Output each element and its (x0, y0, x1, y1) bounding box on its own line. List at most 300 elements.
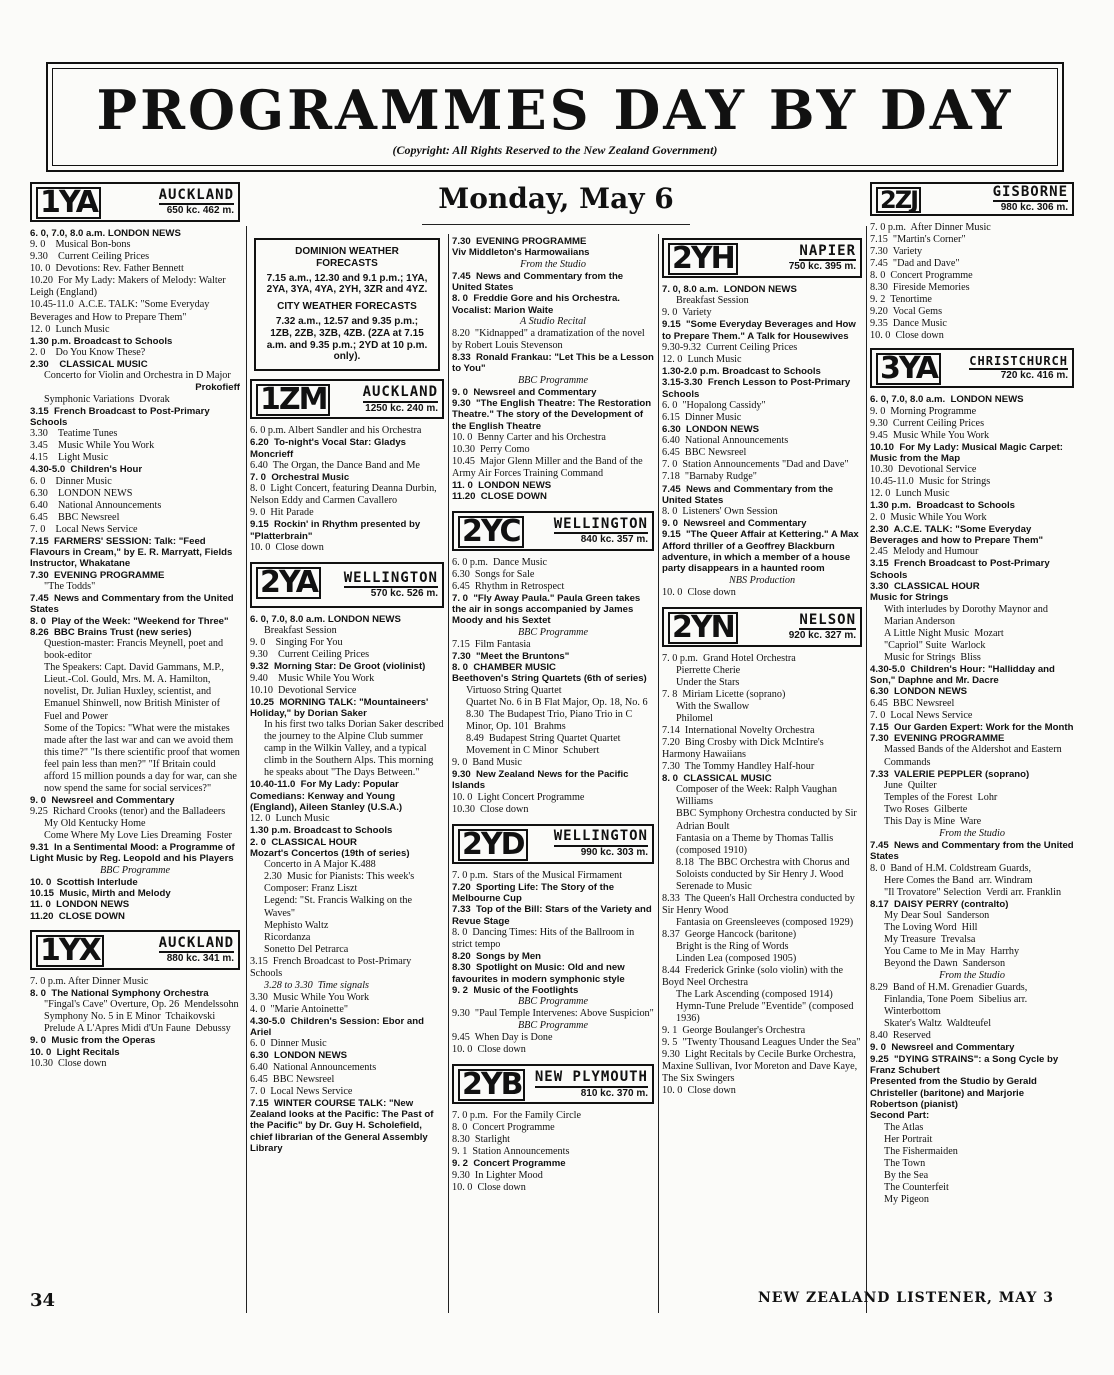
schedule-entry: 6. 0, 7.0, 8.0 a.m. LONDON NEWS (30, 228, 181, 239)
station-info (742, 240, 860, 276)
station-header-3ya (870, 348, 1074, 388)
schedule-entry: 7. 0 p.m. After Dinner Music (870, 222, 991, 233)
schedule-entry: Philomel (676, 712, 713, 724)
schedule-entry: 9.32 Morning Star: De Groot (violinist) (250, 661, 426, 673)
schedule-entry: 8.30 Starlight (452, 1134, 511, 1146)
schedule-entry: 8.20 Songs by Men (452, 950, 542, 962)
schedule-entry: 7.15 FARMERS' SESSION: Talk: "Feed Flavours in Cream," by E. R. Marryatt, Fields Instructor, Whakatane (30, 535, 236, 570)
station-info (108, 932, 238, 968)
schedule-entry: 6.40 National Announcements (662, 435, 789, 447)
schedule-entry: 3.15-3.30 French Lesson to Post-Primary Schools (662, 377, 853, 400)
station-name: WELLINGTON (554, 516, 648, 535)
schedule-entry: The Loving Word Hill (884, 922, 978, 934)
city-weather-title: CITY WEATHER FORECASTS (277, 301, 417, 313)
schedule-entry: Question-master: Francis Meynell, poet and book-editor (44, 638, 226, 662)
schedule-entry: "Il Trovatore" Selection Verdi arr. Franklin (884, 886, 1062, 898)
schedule-entry: Bright is the Ring of Words (676, 940, 789, 952)
schedule-entry: 7.45 News and Commentary from the United States (452, 270, 626, 293)
schedule-entry: 7.30 "Meet the Bruntons" (452, 650, 570, 662)
schedule-entry: 7.20 Sporting Life: The Story of the Melbourne Cup (452, 881, 617, 904)
schedule-entry: The Counterfeit (884, 1181, 949, 1193)
schedule-entry: 10. 0 Devotions: Rev. Father Bennett (30, 263, 184, 275)
schedule-entry: Ricordanza (264, 931, 311, 943)
schedule-entry: 6.30 LONDON NEWS (870, 686, 968, 698)
page-title: PROGRAMMES DAY BY DAY (96, 78, 1014, 142)
schedule-entry: 2.30 CLASSICAL MUSIC (30, 358, 148, 370)
schedule-entry: 10.30 Close down (452, 803, 529, 815)
station-header-2yc (452, 511, 654, 551)
schedule-entry: 7.15 WINTER COURSE TALK: "New Zealand looks at the Pacific: The Past of the Pacific" by Dr. Guy H. Scholefield, chief librarian of the General Assembly Library (250, 1097, 437, 1155)
schedule-entry: Composer of the Week: Ralph Vaughan Williams (676, 784, 840, 808)
schedule-entry: BBC Programme (517, 1020, 589, 1032)
station-logo: 1ZM (252, 381, 334, 417)
publication-line: NEW ZEALAND LISTENER, MAY 3 (757, 1290, 1054, 1306)
column-3 (452, 236, 657, 1317)
weather-title: DOMINION WEATHER FORECASTS (295, 246, 399, 269)
station-header-2zj (870, 182, 1074, 216)
schedule-entry: 6. 0 Dinner Music (30, 475, 112, 487)
schedule-entry: 3.15 French Broadcast to Post-Primary Schools (870, 558, 1053, 581)
schedule-entry: With the Swallow (676, 700, 750, 712)
schedule-entry: 2.30 A.C.E. TALK: "Some Everyday Beverages and how to Prepare Them" (870, 523, 1044, 547)
station-header-1zm (250, 379, 444, 419)
schedule-entry: Breakfast Session (264, 625, 337, 637)
schedule-entry: Concerto in A Major K.488 (264, 859, 376, 871)
schedule-1yx (30, 976, 240, 1070)
schedule-entry: 7.14 International Novelty Orchestra (662, 724, 815, 736)
schedule-entry: Hymn-Tune Prelude "Eventide" (composed 1936) (676, 1000, 856, 1024)
schedule-entry: 8.17 DAISY PERRY (contralto) (870, 898, 1009, 910)
station-name: AUCKLAND (363, 384, 438, 403)
schedule-entry: 10. 0 Scottish Interlude (30, 876, 138, 888)
schedule-entry: 12. 0 Lunch Music (250, 813, 330, 825)
schedule-entry: Viv Middleton's Harmowaiians (452, 247, 590, 259)
schedule-entry: 4. 0 "Marie Antoinette" (250, 1003, 349, 1015)
schedule-entry: 8. 0 Dancing Times: Hits of the Ballroom in strict tempo (452, 926, 637, 950)
station-frequency: 1250 kc. 240 m. (365, 402, 438, 414)
schedule-entry: 7. 0 Local News Service (30, 523, 138, 535)
schedule-entry: Prokofieff (195, 382, 240, 394)
schedule-entry: 3.15 French Broadcast to Post-Primary Schools (250, 955, 414, 979)
station-header-1yx (30, 930, 240, 970)
station-frequency: 750 kc. 395 m. (788, 261, 856, 273)
schedule-entry: 9.45 Music While You Work (870, 429, 990, 441)
schedule-entry: Skater's Waltz Waldteufel (884, 1018, 992, 1030)
schedule-entry: Beyond the Dawn Sanderson (884, 958, 1006, 970)
schedule-entry: 9.30 "Paul Temple Intervenes: Above Suspicion" (452, 1008, 654, 1020)
schedule-entry: 1.30-2.0 p.m. Broadcast to Schools (662, 366, 821, 378)
schedule-entry: 8.18 The BBC Orchestra with Chorus and Soloists conducted by Sir Henry J. Wood (676, 856, 853, 880)
schedule-entry: 10. 0 Close down (452, 1181, 526, 1193)
station-name: NEW PLYMOUTH (535, 1069, 648, 1088)
schedule-entry: 11.20 CLOSE DOWN (452, 491, 547, 503)
schedule-entry: 9. 0 Newsreel and Commentary (870, 1042, 1015, 1054)
schedule-entry: 10. 0 Close down (250, 541, 324, 553)
schedule-entry: Under the Stars (676, 676, 740, 688)
station-name: NELSON (799, 612, 856, 631)
schedule-entry: 11.20 CLOSE DOWN (30, 910, 125, 922)
schedule-entry: 6.40 National Announcements (30, 499, 162, 511)
schedule-entry: 9.30 "The English Theatre: The Restoration Theatre." The story of the Development of the English Theatre (452, 397, 654, 432)
schedule-entry: The Speakers: Capt. David Gammans, M.P., Lieut.-Col. Gould, Mrs. M. A. Hamilton, novelist, Dr. Julian Huxley, scientist, and Emanuel Shinwell, now British Minister of Fuel and Power (44, 662, 227, 722)
schedule-entry: 9.30 New Zealand News for the Pacific Islands (452, 768, 632, 792)
schedule-entry: 3.30 CLASSICAL HOUR (870, 581, 980, 593)
schedule-entry: 10.30 Perry Como (452, 443, 530, 455)
column-divider (866, 226, 867, 1313)
schedule-entry: 6.40 The Organ, the Dance Band and Me (250, 459, 420, 471)
schedule-2zj (870, 222, 1074, 342)
copyright-notice: (Copyright: All Rights Reserved to the New Zealand Government) (392, 143, 718, 157)
schedule-entry: 9.30-9.32 Current Ceiling Prices (662, 342, 798, 353)
schedule-entry: 7.30 Variety (870, 246, 923, 258)
schedule-entry: 10.45 Major Glenn Miller and the Band of the Army Air Forces Training Command (452, 455, 645, 479)
schedule-entry: 9. 0 Morning Programme (870, 405, 977, 417)
schedule-entry: 6.45 Rhythm in Retrospect (452, 580, 565, 592)
schedule-entry: Symphonic Variations Dvorak (44, 393, 170, 405)
schedule-entry: A Little Night Music Mozart (884, 627, 1004, 639)
schedule-entry: This Day is Mine Ware (884, 815, 982, 827)
schedule-entry: BBC Programme (517, 996, 589, 1008)
schedule-entry: 9.31 In a Sentimental Mood: a Programme of Light Music by Reg. Leopold and his Players (30, 842, 238, 865)
schedule-entry: 8.30 Spotlight on Music: Old and new favourites in modern symphonic style (452, 962, 628, 985)
column-divider (658, 234, 659, 1313)
schedule-entry: 8. 0 Band of H.M. Coldstream Guards, (870, 862, 1032, 874)
schedule-entry: 11. 0 LONDON NEWS (452, 480, 552, 492)
schedule-entry: 8. 0 Concert Programme (452, 1122, 555, 1134)
schedule-entry: 8. 0 The National Symphony Orchestra (30, 988, 209, 1000)
schedule-entry: 10. 0 Close down (870, 330, 944, 342)
date-heading: Monday, May 6 (438, 182, 674, 215)
schedule-entry: Virtuoso String Quartet (466, 684, 562, 696)
schedule-entry: 7.15 Film Fantasia (452, 638, 531, 650)
schedule-entry: BBC Programme (517, 626, 589, 638)
schedule-entry: 10. 0 Benny Carter and his Orchestra (452, 431, 606, 443)
schedule-entry: 8.33 Ronald Frankau: "Let This be a Lesson to You" (452, 352, 657, 375)
schedule-entry: 8.40 Reserved (870, 1030, 931, 1042)
schedule-entry: 2.45 Melody and Humour (870, 546, 979, 558)
schedule-entry: My Old Kentucky Home (44, 818, 146, 830)
column-5 (870, 180, 1077, 1317)
schedule-entry: 6.20 To-night's Vocal Star: Gladys Moncrieff (250, 437, 409, 460)
schedule-entry: 7.30 The Tommy Handley Half-hour (662, 761, 815, 773)
schedule-entry: 6.15 Dinner Music (662, 412, 742, 424)
schedule-entry: Second Part: (870, 1110, 930, 1122)
schedule-entry: 8.20 "Kidnapped" a dramatization of the novel by Robert Louis Stevenson (452, 327, 648, 351)
schedule-1ya (30, 228, 243, 922)
schedule-entry: 7.33 VALERIE PEPPLER (soprano) (870, 768, 1030, 780)
schedule-entry: 2.30 Music for Pianists: This week's Composer: Franz Liszt (264, 871, 417, 895)
schedule-entry: 10.25 MORNING TALK: "Mountaineers' Holiday," by Dorian Saker (250, 696, 431, 720)
schedule-entry: 10.20 For My Lady: Makers of Melody: Walter Leigh (England) (30, 275, 229, 299)
schedule-entry: 9. 2 Music of the Footlights (452, 984, 579, 996)
schedule-1zm (250, 425, 444, 554)
schedule-entry: 2. 0 CLASSICAL HOUR (250, 836, 357, 848)
schedule-entry: 3.28 to 3.30 Time signals (264, 979, 369, 991)
station-frequency: 570 kc. 526 m. (370, 588, 438, 600)
schedule-entry: 10. 0 Close down (452, 1044, 526, 1056)
schedule-entry: 7.15 Our Garden Expert: Work for the Month (870, 721, 1074, 733)
schedule-entry: 10. 0 Light Recitals (30, 1046, 120, 1058)
station-frequency: 840 kc. 357 m. (580, 534, 648, 546)
schedule-entry: From the Studio (939, 970, 1005, 982)
schedule-entry: "Fingal's Cave" Overture, Op. 26 Mendelssohn (44, 999, 239, 1011)
schedule-entry: BBC Programme (517, 374, 589, 386)
schedule-entry: 12. 0 Lunch Music (662, 354, 742, 366)
schedule-entry: 12. 0 Lunch Music (30, 323, 110, 335)
station-frequency: 650 kc. 462 m. (166, 205, 234, 217)
schedule-entry: Music for Strings (870, 592, 949, 604)
station-name: CHRISTCHURCH (969, 354, 1068, 370)
schedule-entry: 7. 0 "Fly Away Paula." Paula Green takes the air in songs accompanied by James Moody and his Sextet (452, 592, 643, 627)
schedule-entry: Fantasia on a Theme by Thomas Tallis (composed 1910) (676, 832, 836, 856)
schedule-entry: 9.30 Current Ceiling Prices (870, 417, 985, 429)
schedule-entry: Here Comes the Band arr. Windram (884, 874, 1033, 886)
schedule-entry: The Lark Ascending (composed 1914) (676, 988, 833, 1000)
station-frequency: 920 kc. 327 m. (788, 630, 856, 642)
station-frequency: 880 kc. 341 m. (166, 953, 234, 965)
station-logo: 2YH (664, 240, 742, 276)
station-header-2ya (250, 562, 444, 608)
schedule-entry: 11. 0 LONDON NEWS (30, 899, 130, 911)
schedule-entry: 9.15 Rockin' in Rhythm presented by "Platterbrain" (250, 519, 423, 542)
schedule-entry: Pierrette Cherie (676, 664, 741, 676)
schedule-entry: A Studio Recital (519, 315, 587, 327)
schedule-entry: 9. 0 Musical Bon-bons (30, 239, 131, 251)
schedule-entry: 6.45 BBC Newsreel (662, 447, 747, 459)
schedule-entry: 8.37 George Hancock (baritone) (662, 928, 797, 940)
station-header-2yn (662, 607, 862, 647)
schedule-entry: 8.33 The Queen's Hall Orchestra conducted by Sir Henry Wood (662, 892, 858, 916)
schedule-entry: 9.30 Current Ceiling Prices (250, 649, 370, 661)
schedule-entry: 9. 1 Station Announcements (452, 1146, 570, 1158)
schedule-entry: Presented from the Studio by Gerald Christeller (baritone) and Marjorie Robertson (pianist) (870, 1076, 1040, 1110)
schedule-entry: NBS Production (728, 574, 796, 586)
weather-forecast-box (254, 238, 440, 371)
schedule-entry: "Capriol" Suite Warlock (884, 639, 986, 651)
schedule-entry: Massed Bands of the Aldershot and Eastern Commands (884, 744, 1065, 768)
station-name: GISBORNE (993, 184, 1068, 203)
schedule-entry: 8.49 Budapest String Quartet Quartet Movement in C Minor Schubert (466, 732, 624, 756)
station-logo: 1YA (32, 184, 105, 220)
schedule-entry: Symphony No. 5 in E Minor Tchaikovski (44, 1011, 216, 1023)
schedule-entry: 8. 0 Concert Programme (870, 270, 973, 282)
schedule-entry: 10. 0 Light Concert Programme (452, 791, 585, 803)
schedule-entry: 10.45-11.0 Music for Strings (870, 476, 991, 488)
city-weather-text: 7.32 a.m., 12.57 and 9.35 p.m.; 1ZB, 2ZB, 3ZB, 4ZB. (2ZA at 7.15 a.m. and 9.35 p.m.; 2YD at 10 p.m. only). (266, 315, 428, 363)
station-logo: 2YB (454, 1066, 529, 1102)
schedule-entry: The Atlas (884, 1121, 924, 1133)
station-header-2yh (662, 238, 862, 278)
schedule-entry: 7. 0 p.m. Stars of the Musical Firmament (452, 869, 623, 881)
schedule-entry: 10.40-11.0 For My Lady: Popular Comedians: Kenway and Young (England), Aileen Stanley (U.S.A.) (250, 779, 403, 814)
schedule-entry: Her Portrait (884, 1133, 933, 1145)
schedule-entry: 9. 0 Newsreel and Commentary (452, 386, 597, 398)
schedule-entry: 9. 0 Newsreel and Commentary (662, 518, 807, 530)
schedule-entry: 7. 0 p.m. Grand Hotel Orchestra (662, 652, 796, 664)
schedule-entry: 7.45 News and Commentary from the United States (870, 840, 1077, 863)
schedule-entry: 7.30 EVENING PROGRAMME (452, 236, 587, 247)
schedule-entry: 7.45 News and Commentary from the United States (30, 593, 237, 616)
schedule-entry: 8. 0 Listeners' Own Session (662, 506, 778, 518)
schedule-entry: 7.20 Bing Crosby with Dick McIntire's Harmony Hawaiians (662, 737, 827, 761)
schedule-entry: Mozart's Concertos (19th of series) (250, 848, 410, 860)
schedule-entry: Temples of the Forest Lohr (884, 791, 998, 803)
schedule-entry: 3.15 French Broadcast to Post-Primary Schools (30, 405, 213, 428)
schedule-entry: 7.15 "Martin's Corner" (870, 234, 966, 246)
banner-inner-frame (52, 68, 1058, 166)
schedule-entry: 7.45 News and Commentary from the United States (662, 483, 836, 506)
schedule-entry: 9. 0 Music from the Operas (30, 1035, 156, 1047)
station-logo: 2YA (252, 564, 325, 606)
schedule-entry: Sonetto Del Petrarca (264, 943, 349, 955)
schedule-entry: 2. 0 Do You Know These? (30, 346, 146, 358)
schedule-entry: 9. 2 Concert Programme (452, 1158, 566, 1170)
schedule-2yd (452, 870, 654, 1057)
schedule-entry: 9. 0 Band Music (452, 756, 522, 768)
schedule-entry: Come Where My Love Lies Dreaming Foster (44, 830, 232, 842)
schedule-entry: 9.45 When Day is Done (452, 1032, 553, 1044)
schedule-entry: 7. 0 p.m. After Dinner Music (30, 976, 149, 988)
schedule-entry: 9.25 Richard Crooks (tenor) and the Balladeers (30, 806, 226, 818)
schedule-entry: 9. 0 Variety (662, 307, 712, 319)
schedule-entry: 7.33 Top of the Bill: Stars of the Variety and Revue Stage (452, 904, 655, 927)
schedule-entry: 10.15 Music, Mirth and Melody (30, 888, 171, 900)
schedule-entry: 6. 0 "Hopalong Cassidy" (662, 400, 766, 411)
station-name: AUCKLAND (159, 935, 234, 954)
schedule-entry: 9. 0 Hit Parade (250, 507, 314, 519)
schedule-entry: Two Roses Gilberte (884, 803, 968, 815)
schedule-entry: My Dear Soul Sanderson (884, 910, 990, 922)
schedule-entry: My Treasure Trevalsa (884, 934, 976, 946)
schedule-entry: 10. 0 Close down (662, 1085, 736, 1097)
station-header-2yb (452, 1064, 654, 1104)
schedule-entry: 6.45 BBC Newsreel (250, 1073, 335, 1085)
schedule-entry: 9.25 "DYING STRAINS": a Song Cycle by Franz Schubert (870, 1053, 1061, 1076)
station-frequency: 990 kc. 303 m. (580, 846, 648, 858)
schedule-entry: 7. 0, 8.0 a.m. LONDON NEWS (662, 284, 797, 295)
schedule-entry: 10.30 Devotional Service (870, 464, 977, 476)
schedule-entry: 7. 0 Orchestral Music (250, 471, 350, 483)
schedule-entry: 9. 0 Newsreel and Commentary (30, 794, 175, 806)
station-logo: 2YD (454, 826, 532, 862)
schedule-entry: Concerto for Violin and Orchestra in D Major (44, 370, 231, 382)
schedule-entry: Prelude A L'Apres Midi d'Un Faune Debussy (44, 1023, 231, 1035)
schedule-2ya (250, 613, 447, 1155)
schedule-entry: You Came to Me in May Harrhy (884, 946, 1020, 958)
schedule-entry: 9.40 Music While You Work (250, 672, 375, 684)
schedule-entry: 8. 0 Freddie Gore and his Orchestra. Vocalist: Marion Waite (452, 293, 623, 316)
schedule-entry: Beethoven's String Quartets (6th of series) (452, 673, 647, 685)
station-header-2yd (452, 824, 654, 864)
station-logo: 2YC (454, 513, 528, 549)
schedule-entry: 6.30 LONDON NEWS (30, 487, 133, 499)
schedule-entry: 2. 0 Music While You Work (870, 511, 987, 523)
schedule-entry: 1.30 p.m. Broadcast to Schools (870, 500, 1016, 512)
schedule-entry: 6. 0 Dinner Music (250, 1038, 327, 1050)
station-info (528, 513, 652, 549)
banner (46, 62, 1064, 172)
schedule-entry: Mephisto Waltz (264, 919, 329, 931)
schedule-entry: 9. 1 George Boulanger's Orchestra (662, 1025, 806, 1037)
schedule-entry: From the Studio (939, 827, 1005, 839)
schedule-entry: 7.45 "Dad and Dave" (870, 258, 960, 270)
schedule-2yb (452, 1110, 654, 1194)
schedule-entry: 7. 0 Local News Service (870, 709, 973, 721)
schedule-entry: 9.30 Light Recitals by Cecile Burke Orchestra, Maxine Sullivan, Ivor Moreton and Dave Kaye, The Six Swingers (662, 1049, 860, 1085)
column-2 (250, 236, 447, 1317)
schedule-entry: 8.26 BBC Brains Trust (new series) (30, 627, 192, 638)
schedule-entry: 3.30 Teatime Tunes (30, 428, 118, 440)
station-info (925, 184, 1072, 214)
schedule-2yc (452, 557, 654, 816)
schedule-entry: Legend: "St. Francis Walking on the Waves" (264, 895, 415, 919)
station-info (334, 381, 442, 417)
schedule-entry: 8. 0 CHAMBER MUSIC (452, 662, 556, 674)
schedule-entry: "The Todds" (44, 581, 96, 593)
station-frequency: 980 kc. 306 m. (1000, 202, 1068, 214)
station-frequency: 720 kc. 416 m. (1000, 370, 1068, 382)
schedule-entry: 1.30 p.m. Broadcast to Schools (30, 335, 173, 347)
schedule-entry: Serenade to Music (676, 880, 752, 892)
schedule-entry: 9. 2 Tenortime (870, 294, 932, 306)
schedule-entry: 6.40 National Announcements (250, 1061, 377, 1073)
schedule-entry: 1.30 p.m. Broadcast to Schools (250, 825, 393, 837)
schedule-entry: 8.44 Frederick Grinke (solo violin) with the Boyd Neel Orchestra (662, 964, 846, 988)
schedule-2yn (662, 653, 862, 1097)
schedule-entry: The Town (884, 1157, 926, 1169)
station-info (742, 609, 860, 645)
schedule-entry: My Pigeon (884, 1193, 929, 1205)
station-name: WELLINGTON (344, 570, 438, 589)
schedule-entry: 4.15 Light Music (30, 452, 109, 464)
schedule-entry: Some of the Topics: "What were the mistakes made after the last war and can we avoid them this time?" "Is there scientific proof that women feel pain less than men?" "If Britain could afford 15 million pounds a day for war, can she now spend the same for social services?" (44, 722, 243, 794)
schedule-2yh (662, 284, 862, 599)
schedule-entry: In his first two talks Dorian Saker described the journey to the Alpine Club summer camp in the Wilkin Valley, and a typical climb in the Southern Alps. This morning he speaks about "The Days Between." (264, 719, 447, 779)
schedule-entry: 6. 0 p.m. Dance Music (452, 556, 548, 568)
station-logo: 1YX (32, 932, 108, 968)
schedule-entry: 8. 0 CLASSICAL MUSIC (662, 773, 772, 785)
schedule-entry: 8.30 The Budapest Trio, Piano Trio in C Minor, Op. 101 Brahms (466, 708, 635, 732)
schedule-entry: 9.35 Dance Music (870, 318, 947, 330)
schedule-entry: 3.45 Music While You Work (30, 440, 155, 452)
schedule-entry: 7.18 "Barnaby Rudge" (662, 471, 757, 483)
schedule-entry: 4.30-5.0 Children's Session: Ebor and Ariel (250, 1015, 427, 1039)
station-name: AUCKLAND (159, 187, 234, 206)
station-info (105, 184, 238, 220)
schedule-entry: 6. 0 p.m. Albert Sandler and his Orchestra (250, 425, 422, 437)
schedule-entry: 6. 0, 7.0, 8.0 a.m. LONDON NEWS (250, 613, 401, 625)
schedule-entry: 7. 0 Local News Service (250, 1085, 353, 1097)
schedule-entry: 7. 8 Miriam Licette (soprano) (662, 688, 786, 700)
schedule-entry: 8.30 Fireside Memories (870, 282, 970, 294)
schedule-entry: BBC Symphony Orchestra conducted by Sir Adrian Boult (676, 808, 859, 832)
column-divider (448, 234, 449, 1313)
weather-text: 7.15 a.m., 12.30 and 9.1 p.m.; 1YA, 2YA, 3YA, 4YA, 2YH, 3ZR and 4YZ. (266, 272, 428, 296)
schedule-entry: 10.45-11.0 A.C.E. TALK: "Some Everyday Beverages and How to Prepare Them" (30, 299, 212, 323)
schedule-2ya-evening (452, 236, 657, 503)
schedule-entry: 8. 0 Play of the Week: "Weekend for Three" (30, 615, 229, 627)
date-rule (422, 224, 690, 225)
schedule-entry: 6.45 BBC Newsreel (870, 697, 955, 709)
schedule-entry: 10.10 Devotional Service (250, 684, 357, 696)
schedule-entry: By the Sea (884, 1169, 929, 1181)
station-header-1ya (30, 182, 240, 222)
schedule-entry: Quartet No. 6 in B Flat Major, Op. 18, No. 6 (466, 696, 648, 708)
station-info (529, 1066, 652, 1102)
station-name: WELLINGTON (554, 828, 648, 847)
schedule-entry: The Fishermaiden (884, 1145, 958, 1157)
schedule-entry: Linden Lea (composed 1905) (676, 952, 797, 964)
